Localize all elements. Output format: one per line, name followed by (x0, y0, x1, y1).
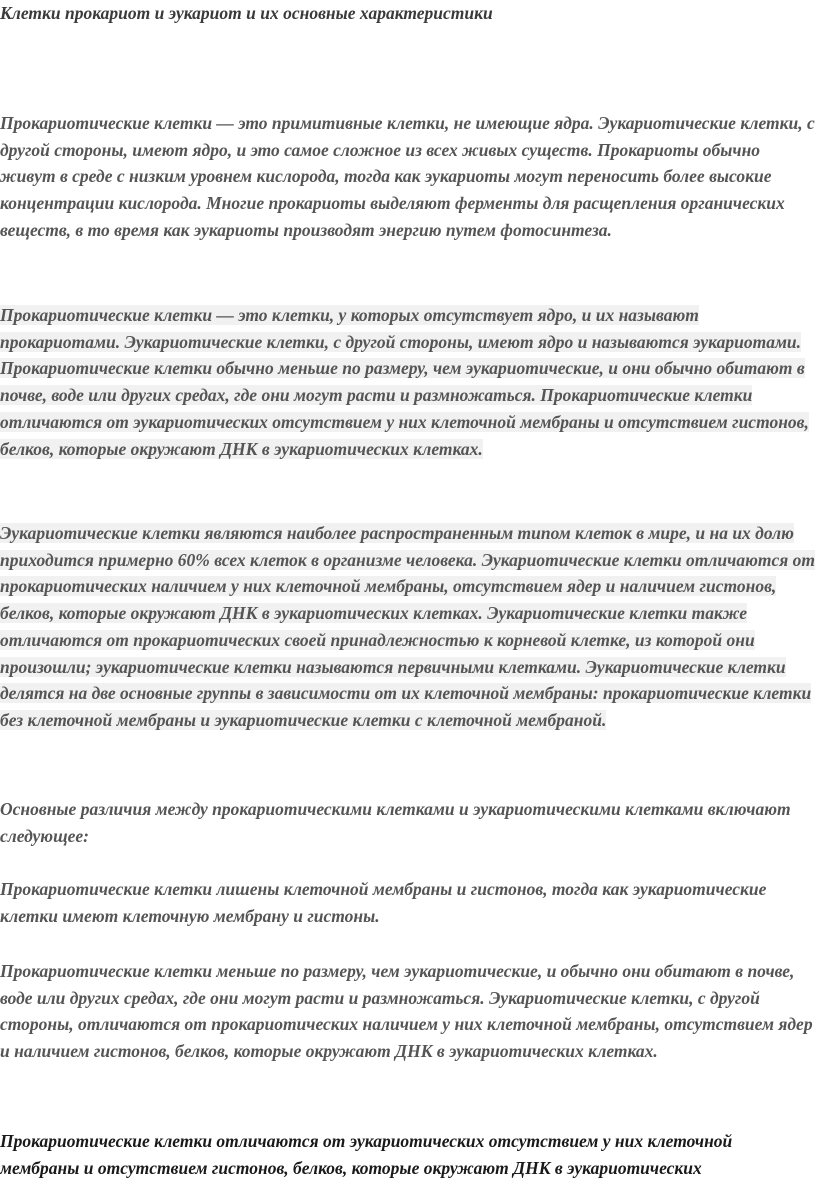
paragraph-6 (0, 958, 816, 1065)
paragraph-7-text: Прокариотические клетки отличаются от эукариотических отсутствием у них клеточной мембраны и отсутствием гистонов, белков, которые окружают ДНК в эукариотических (0, 1131, 733, 1178)
paragraph-1-text: Прокариотические клетки — это примитивные клетки, не имеющие ядра. Эукариотические клетки, с другой стороны, имеют ядро, и это самое сложное из всех живых существ. Прокариоты обычно живут в среде с низким уровнем кислорода, тогда как эукариоты могут переносить более высокие концентрации кислорода. Многие прокариоты выделяют ферменты для расщепления органических веществ, в то время как эукариоты производят энергию путем фотосинтеза. (0, 113, 815, 240)
paragraph-4-text: Основные различия между прокариотическими клетками и эукариотическими клетками включают следующее: (0, 799, 791, 846)
paragraph-2-text: Прокариотические клетки — это клетки, у которых отсутствует ядро, и их называют прокариотами. Эукариотические клетки, с другой стороны, имеют ядро и называются эукариотами. Прокариотические клетки обычно меньше по размеру, чем эукариотические, и они обычно обитают в почве, воде или других средах, где они могут расти и размножаться. Прокариотические клетки отличаются от эукариотических отсутствием у них клеточной мембраны и отсутствием гистонов, белков, которые окружают ДНК в эукариотических клетках. (0, 305, 809, 459)
paragraph-6-text: Прокариотические клетки меньше по размеру, чем эукариотические, и обычно они обитают в почве, воде или других средах, где они могут расти и размножаться. Эукариотические клетки, с другой стороны, отличаются от прокариотических наличием у них клеточной мембраны, отсутствием ядер и наличием гистонов, белков, которые окружают ДНК в эукариотических клетках. (0, 961, 813, 1062)
paragraph-5-text: Прокариотические клетки лишены клеточной мембраны и гистонов, тогда как эукариотические клетки имеют клеточную мембрану и гистоны. (0, 879, 767, 926)
paragraph-2 (0, 302, 816, 462)
paragraph-1 (0, 110, 816, 244)
paragraph-3-text: Эукариотические клетки являются наиболее распространенным типом клеток в мире, и на их долю приходится примерно 60% всех клеток в организме человека. Эукариотические клетки отличаются от прокариотических наличием у них клеточной мембраны, отсутствием ядер и наличием гистонов, белков, которые окружают ДНК в эукариотических клетках. Эукариотические клетки также отличаются от прокариотических своей принадлежностью к корневой клетке, из которой они произошли; эукариотические клетки называются первичными клетками. Эукариотические клетки делятся на две основные группы в зависимости от их клеточной мембраны: прокариотические клетки без клеточной мембраны и эукариотические клетки с клеточной мембраной. (0, 523, 815, 730)
paragraph-7 (0, 1128, 816, 1181)
page-title: Клетки прокариот и эукариот и их основные характеристики (0, 3, 493, 23)
paragraph-5 (0, 876, 816, 929)
paragraph-4 (0, 796, 816, 849)
paragraph-3 (0, 520, 816, 734)
